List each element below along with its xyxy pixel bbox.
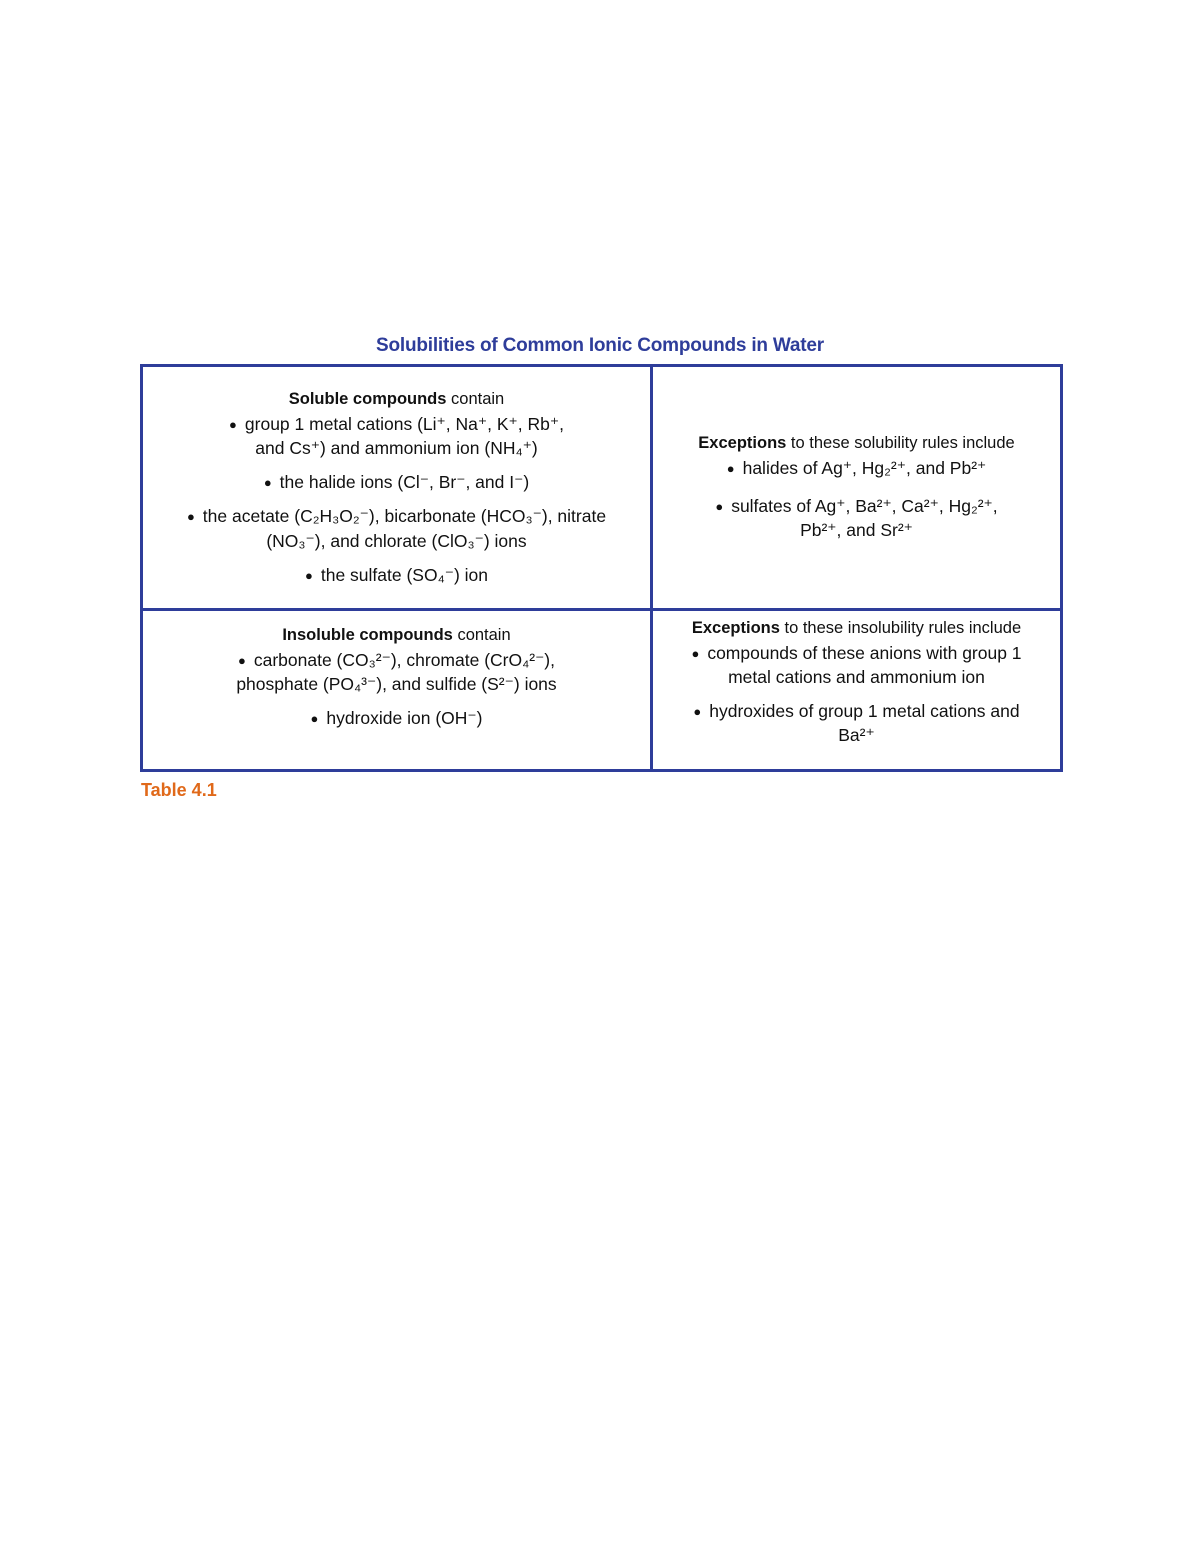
bullet-icon: ●	[186, 509, 195, 525]
soluble-exception-2: sulfates of Ag⁺, Ba²⁺, Ca²⁺, Hg₂²⁺, Pb²⁺, and Sr²⁺	[731, 496, 998, 541]
insoluble-exception-1: compounds of these anions with group 1 metal cations and ammonium ion	[707, 642, 1022, 687]
soluble-item-4: the sulfate (SO₄⁻) ion	[320, 564, 488, 585]
insoluble-item-1: carbonate (CO₃²⁻), chromate (CrO₄²⁻), phosphate (PO₄³⁻), and sulfide (S²⁻) ions	[236, 649, 557, 694]
soluble-item-2: the halide ions (Cl⁻, Br⁻, and I⁻)	[279, 472, 530, 493]
bullet-icon: ●	[693, 704, 702, 720]
bullet-icon: ●	[304, 567, 313, 583]
insoluble-item-2: hydroxide ion (OH⁻)	[326, 708, 483, 729]
list-item	[663, 699, 1050, 747]
bullet-icon: ●	[238, 652, 246, 668]
insoluble-exceptions-heading	[663, 617, 1050, 640]
bullet-icon: ●	[229, 416, 237, 432]
soluble-heading	[153, 388, 640, 411]
soluble-exceptions-heading-rest: to these solubility rules include	[786, 434, 1015, 453]
insoluble-list	[153, 648, 640, 730]
bullet-icon: ●	[310, 711, 319, 727]
table-caption: Table 4.1	[141, 780, 217, 800]
list-item	[663, 494, 1050, 542]
list-item	[153, 504, 640, 552]
list-item	[663, 641, 1050, 689]
solubility-table	[140, 364, 1063, 772]
insoluble-heading-bold: Insoluble compounds	[282, 626, 453, 644]
list-item	[153, 706, 640, 730]
soluble-heading-rest: contain	[446, 390, 505, 409]
insoluble-exception-2: hydroxides of group 1 metal cations and Ba²⁺	[709, 701, 1020, 746]
list-item	[153, 648, 640, 696]
insoluble-heading	[153, 624, 640, 647]
list-item	[153, 563, 640, 587]
bullet-icon: ●	[263, 475, 272, 491]
soluble-exceptions-heading	[663, 432, 1050, 455]
insoluble-exceptions-heading-rest: to these insolubility rules include	[779, 619, 1022, 637]
soluble-item-1: group 1 metal cations (Li⁺, Na⁺, K⁺, Rb⁺, and Cs⁺) and ammonium ion (NH₄⁺)	[244, 413, 564, 459]
bullet-icon: ●	[726, 461, 735, 477]
list-item	[153, 412, 640, 460]
soluble-compounds-cell	[142, 366, 652, 610]
insoluble-heading-rest: contain	[452, 626, 511, 644]
soluble-exceptions-list	[663, 456, 1050, 542]
soluble-item-3: the acetate (C₂H₃O₂⁻), bicarbonate (HCO₃⁻), nitrate (NO₃⁻), and chlorate (ClO₃⁻) ions	[202, 506, 607, 551]
bullet-icon: ●	[715, 499, 724, 515]
soluble-list	[153, 412, 640, 587]
bullet-icon: ●	[691, 645, 700, 661]
table-title: Solubilities of Common Ionic Compounds in Water	[375, 335, 824, 356]
insoluble-compounds-cell	[142, 610, 652, 771]
soluble-exceptions-cell	[652, 366, 1062, 610]
soluble-exceptions-heading-bold: Exceptions	[698, 434, 787, 453]
insoluble-exceptions-heading-bold: Exceptions	[691, 619, 780, 637]
list-item	[663, 456, 1050, 480]
soluble-heading-bold: Soluble compounds	[288, 390, 447, 409]
insoluble-exceptions-list	[663, 641, 1050, 748]
insoluble-exceptions-cell	[652, 610, 1062, 771]
list-item	[153, 470, 640, 494]
soluble-exception-1: halides of Ag⁺, Hg₂²⁺, and Pb²⁺	[742, 458, 987, 479]
